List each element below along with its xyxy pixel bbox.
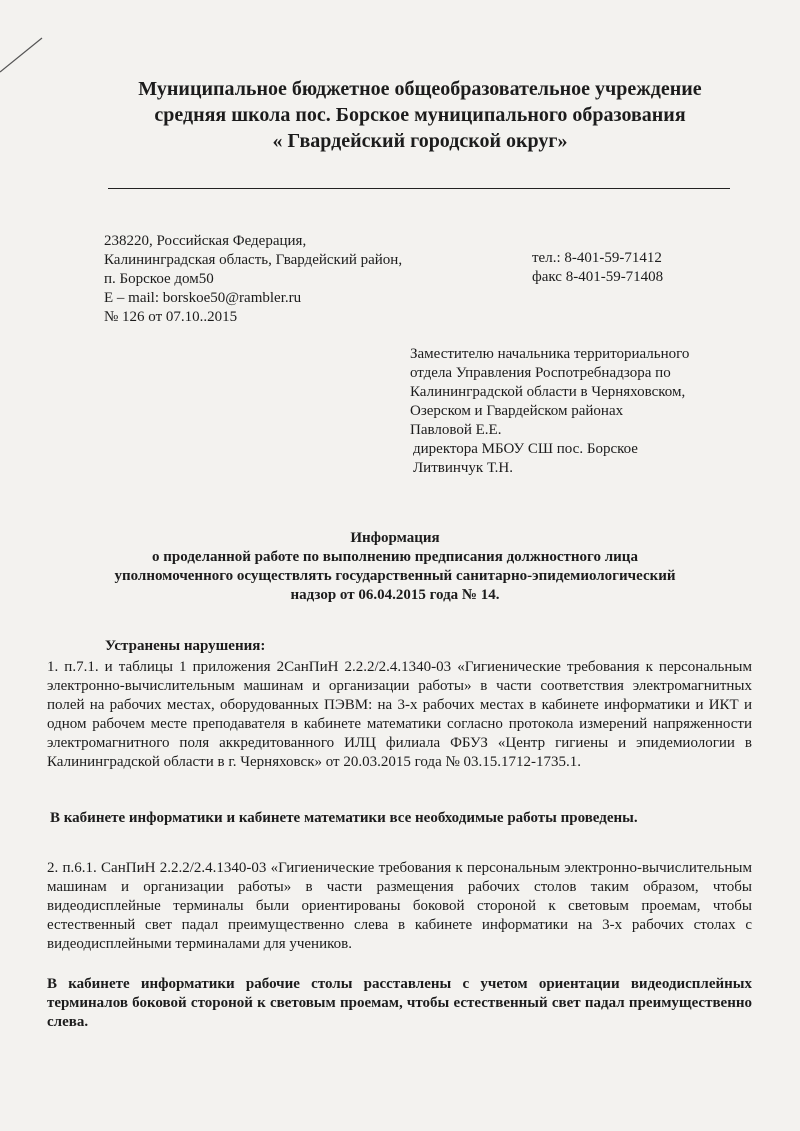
item-2-result: В кабинете информатики рабочие столы расставлены с учетом ориентации видеодисплейных терминалов боковой стороной к световым проемам, чтобы естественный свет падал преимущественно слева.	[47, 976, 752, 1030]
document-title	[100, 529, 690, 605]
header-line-2: средняя школа пос. Борское муниципального образования	[154, 104, 686, 126]
address-line-1: 238220, Российская Федерация,	[104, 233, 307, 249]
recipient-line-2: отдела Управления Роспотребнадзора по	[410, 365, 671, 381]
sender-contacts	[532, 249, 772, 287]
title-line-3: уполномоченного осуществлять государственный санитарно-эпидемиологический	[114, 568, 676, 584]
violations-label: Устранены нарушения:	[105, 638, 266, 654]
recipient-block	[410, 345, 740, 478]
title-line-2: о проделанной работе по выполнению предписания должностного лица	[152, 549, 638, 565]
header-line-1: Муниципальное бюджетное общеобразовательное учреждение	[138, 78, 702, 100]
title-heading: Информация	[350, 530, 440, 546]
recipient-name: Павловой Е.Е.	[410, 422, 502, 438]
item-1-paragraph: 1. п.7.1. и таблицы 1 приложения 2СанПиН 2.2.2/2.4.1340-03 «Гигиенические требования к персональным электронно-вычислительным машинам и организации работы» в части соответствия электромагнитных полей на рабочих местах, оборудованных ПЭВМ: на 3-х рабочих местах в кабинете информатики и ИКТ и одном рабочем месте преподавателя в кабинете математики согласно протокола измерений напряженности электромагнитного поля аккредитованного ИЛЦ филиала ФБУЗ «Центр гигиены и эпидемиологии в Калининградской области в г. Черняховск» от 20.03.2015 года № 03.15.1712-1735.1.	[47, 659, 752, 770]
item-2-paragraph: 2. п.6.1. СанПиН 2.2.2/2.4.1340-03 «Гигиенические требования к персональным электронно-вычислительным машинам и организации работы» в части размещения рабочих столов таким образом, чтобы видеодисплейные терминалы были ориентированы боковой стороной к световым проемам, чтобы естественный свет падал преимущественно слева в кабинете информатики на 3-х рабочих столах с видеодисплейными терминалами для учеников.	[47, 860, 752, 952]
corner-fold-mark	[0, 0, 60, 80]
fax-number: факс 8-401-59-71408	[532, 269, 664, 285]
sender-position: директора МБОУ СШ пос. Борское	[413, 441, 638, 457]
item-1-result: В кабинете информатики и кабинете математики все необходимые работы проведены.	[50, 810, 638, 826]
recipient-line-3: Калининградской области в Черняховском,	[410, 384, 686, 400]
header-line-3: « Гвардейский городской округ»	[272, 130, 568, 152]
sender-address	[104, 232, 464, 327]
school-header	[100, 76, 740, 154]
recipient-line-1: Заместителю начальника территориального	[410, 346, 690, 362]
phone-number: тел.: 8-401-59-71412	[532, 250, 662, 266]
sender-name: Литвинчук Т.Н.	[413, 460, 513, 476]
address-line-2: Калининградская область, Гвардейский район,	[104, 252, 403, 268]
title-line-4: надзор от 06.04.2015 года № 14.	[290, 587, 500, 603]
document-number: № 126 от 07.10..2015	[104, 309, 238, 325]
address-line-3: п. Борское дом50	[104, 271, 214, 287]
header-divider	[108, 188, 730, 189]
address-email: E – mail: borskoe50@rambler.ru	[104, 290, 302, 306]
recipient-line-4: Озерском и Гвардейском районах	[410, 403, 624, 419]
